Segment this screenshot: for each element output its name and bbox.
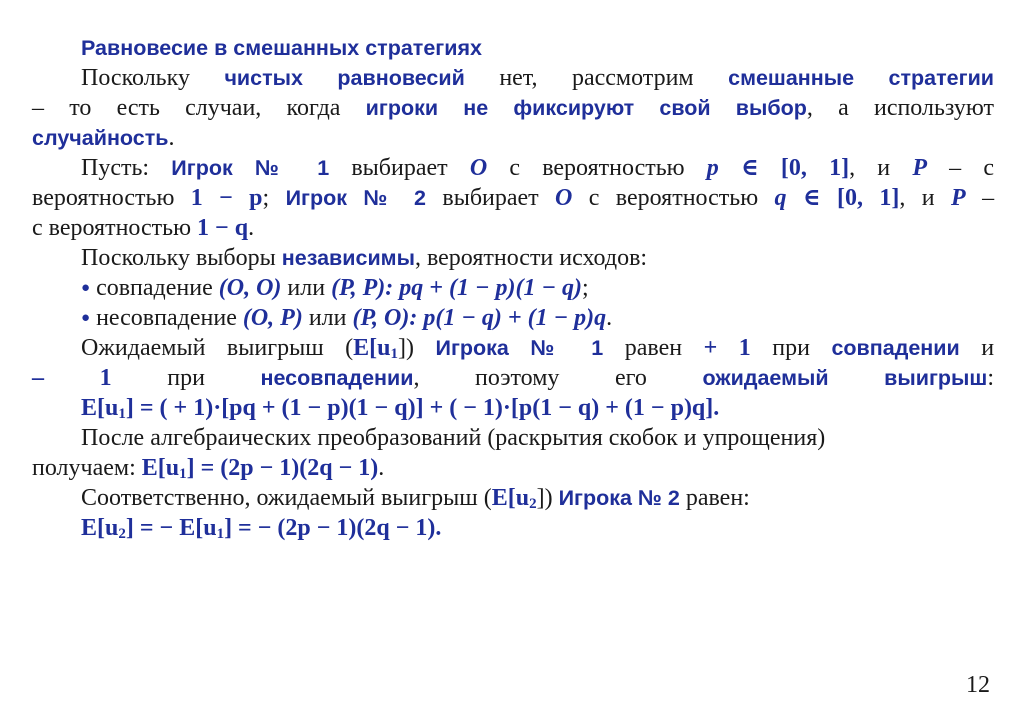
highlight-expected-payoff: ожидаемый выигрыш — [702, 366, 988, 390]
player-1-label: Игрок № 1 — [171, 156, 330, 180]
text: нет, рассмотрим — [499, 65, 694, 91]
text: совпадение — [96, 275, 213, 301]
text: выбирает — [351, 155, 448, 181]
text: равен — [624, 335, 683, 361]
highlight-mixed-strategies: смешанные стратегии — [728, 66, 995, 90]
paragraph-2-line-2 — [32, 183, 994, 213]
text: Поскольку — [81, 65, 190, 91]
text: ]) — [536, 485, 553, 511]
paragraph-3 — [32, 243, 994, 273]
text: равен: — [685, 485, 750, 511]
paragraph-1-line-1 — [32, 63, 994, 93]
text: . — [606, 305, 613, 331]
text: – с — [949, 155, 995, 181]
text: с вероятностью — [588, 185, 759, 211]
text: с вероятностью — [32, 215, 192, 241]
text: , поэтому его — [413, 365, 647, 391]
slide-content — [32, 33, 994, 543]
text: Соответственно, ожидаемый выигрыш ( — [81, 485, 492, 511]
bullet-match — [32, 273, 994, 303]
formula-match-probability: : pq + (1 − p)(1 − q) — [385, 275, 583, 301]
highlight-match: совпадении — [831, 336, 960, 360]
player-1-label: Игрока № 1 — [435, 336, 604, 360]
var-p: p — [706, 155, 719, 181]
var-q: q — [774, 185, 787, 211]
expected-payoff-symbol: $E[u_1$ — [353, 335, 399, 362]
payoff-minus-one: – 1 — [32, 365, 112, 391]
text: при — [167, 365, 205, 391]
one-minus-p: 1 − p — [190, 185, 263, 211]
text: . — [378, 455, 385, 481]
paragraph-1-line-3 — [32, 123, 994, 153]
highlight-players-not-fix: игроки не фиксируют свой выбор — [365, 96, 807, 120]
strategy-o: O — [469, 155, 488, 181]
text: вероятностью — [32, 185, 175, 211]
paragraph-4-line-2 — [32, 363, 994, 393]
interval: ∈ [0, 1] — [740, 155, 850, 181]
strategy-p: P — [951, 185, 966, 211]
paragraph-2-line-3 — [32, 213, 994, 243]
paragraph-5-line-1: После алгебраических преобразований (раскрытия скобок и упрощения) — [81, 425, 826, 451]
text: – то есть случаи, когда — [32, 95, 341, 121]
text: Пусть: — [81, 155, 150, 181]
text: или — [308, 305, 347, 331]
formula-expected-payoff-2: $E[u_2]$ = − $E[u_1]$ = − (2p − 1)(2q − 1). — [81, 515, 442, 542]
text: Ожидаемый выигрыш ( — [81, 335, 354, 361]
paragraph-1-line-2 — [32, 93, 994, 123]
text: получаем: — [32, 455, 136, 481]
one-minus-q: 1 − q — [197, 215, 249, 241]
bullet-mismatch — [32, 303, 994, 333]
bullet-icon: ● — [81, 310, 91, 326]
strategy-p: P — [912, 155, 927, 181]
outcome-pair: (O, P) — [242, 305, 303, 331]
strategy-o: O — [555, 185, 573, 211]
paragraph-6 — [32, 483, 994, 513]
payoff-plus-one: + 1 — [703, 335, 751, 361]
slide-title: Равновесие в смешанных стратегиях — [81, 36, 482, 60]
text: , а используют — [806, 95, 994, 121]
text: ]) — [398, 335, 414, 361]
formula-mismatch-probability: : p(1 − q) + (1 − p)q — [409, 305, 607, 331]
text: несовпадение — [96, 305, 237, 331]
outcome-pair: (P, O) — [352, 305, 410, 331]
text: при — [772, 335, 810, 361]
highlight-mismatch: несовпадении — [260, 366, 414, 390]
formula-expected-payoff-1: $E[u_1]$ = ( + 1)·[pq + (1 − p)(1 − q)] + ( − 1)·[p(1 − q) + (1 − p)q]. — [81, 395, 720, 422]
interval: ∈ [0, 1] — [802, 185, 900, 211]
text: ; — [582, 275, 589, 301]
paragraph-2-line-1 — [32, 153, 994, 183]
formula-simplified-payoff-1: $E[u_1] = (2p - 1)(2q - 1)$ — [141, 455, 379, 482]
paragraph-4-line-1 — [32, 333, 994, 363]
bullet-icon: ● — [81, 280, 91, 296]
text: . — [248, 215, 255, 241]
text: Поскольку выборы — [81, 245, 276, 271]
text: ; — [262, 185, 270, 211]
paragraph-5-line-2 — [32, 453, 994, 483]
text: , вероятности исходов: — [414, 245, 648, 271]
text: , и — [849, 155, 891, 181]
highlight-independent: независимы — [281, 246, 415, 270]
outcome-pair: (P, P) — [331, 275, 386, 301]
player-2-label: Игрок № 2 — [285, 186, 426, 210]
text: : — [987, 365, 995, 391]
expected-payoff-symbol: $E[u_2$ — [491, 485, 537, 512]
text: и — [981, 335, 995, 361]
text: . — [168, 125, 175, 151]
highlight-randomness: случайность — [32, 126, 169, 150]
page-number: 12 — [966, 672, 990, 698]
text: , и — [899, 185, 935, 211]
text: с вероятностью — [509, 155, 685, 181]
highlight-pure-equilibria: чистых равновесий — [224, 66, 465, 90]
outcome-pair: (O, O) — [218, 275, 282, 301]
player-2-label: Игрока № 2 — [558, 486, 680, 510]
text: выбирает — [442, 185, 539, 211]
text: или — [287, 275, 326, 301]
text: – — [982, 185, 995, 211]
